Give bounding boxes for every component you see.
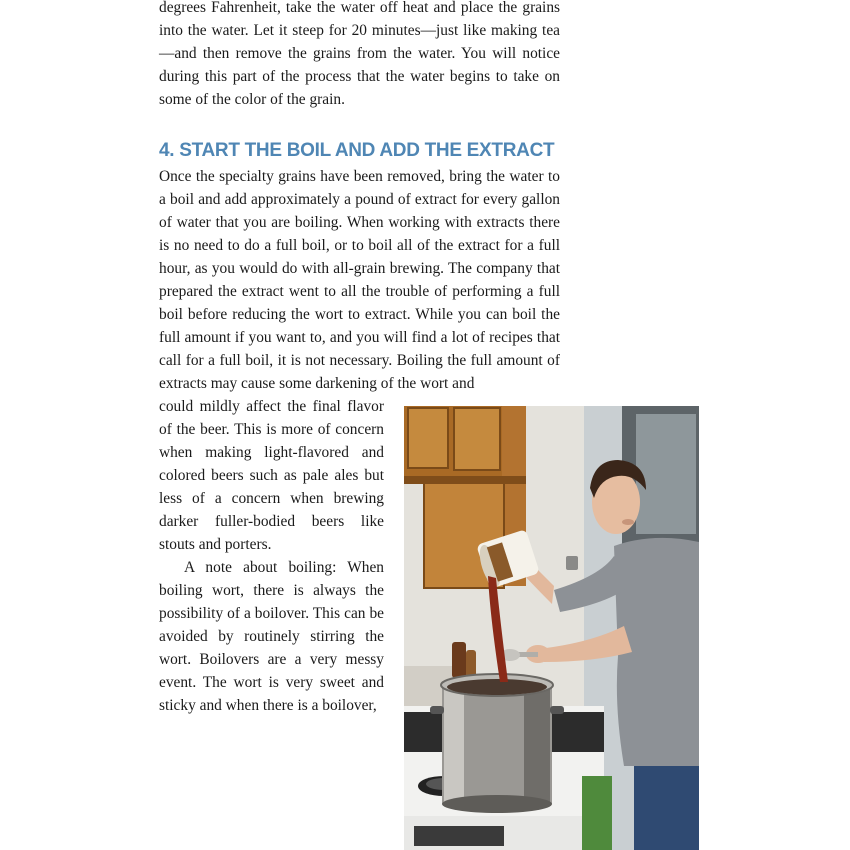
- section-heading: 4. START THE BOIL AND ADD THE EXTRACT: [159, 140, 555, 161]
- boiling-note-paragraph: A note about boiling: When boiling wort, there is always the possibility of a boilover. This can be avoided by routinely stirring the wort. Boilovers are a very messy event. The wort is very sweet and sticky and when there is a boilover,: [159, 559, 384, 714]
- brewing-photo: [404, 406, 699, 850]
- intro-paragraph: degrees Fahrenheit, take the water off heat and place the grains into the water. Let it steep for 20 minutes—just like making tea—and then remove the grains from the water. You will notice during this part of the process that the water begins to take on some of the color of the grain.: [159, 0, 560, 108]
- section-paragraph: Once the specialty grains have been removed, bring the water to a boil and add approximately a pound of extract for every gallon of water that you are boiling. When working with extracts there is no need to do a full boil, or to boil all of the extract for a full hour, as you would do with all-grain brewing. The company that prepared the extract went to all the trouble of performing a full boil before reducing the wort to extract. While you can boil the full amount if you want to, and you will find a lot of recipes that call for a full boil, it is not necessary. Boiling the full amount of extracts may cause some darkening of the wort and: [159, 168, 560, 392]
- section-paragraph-continued: could mildly affect the final flavor of the beer. This is more of concern when making light-flavored and colored beers such as pale ales but less of a concern when brewing darker fuller-bodied beers like stouts and porters.: [159, 398, 384, 553]
- wrapped-text-column: [159, 395, 384, 717]
